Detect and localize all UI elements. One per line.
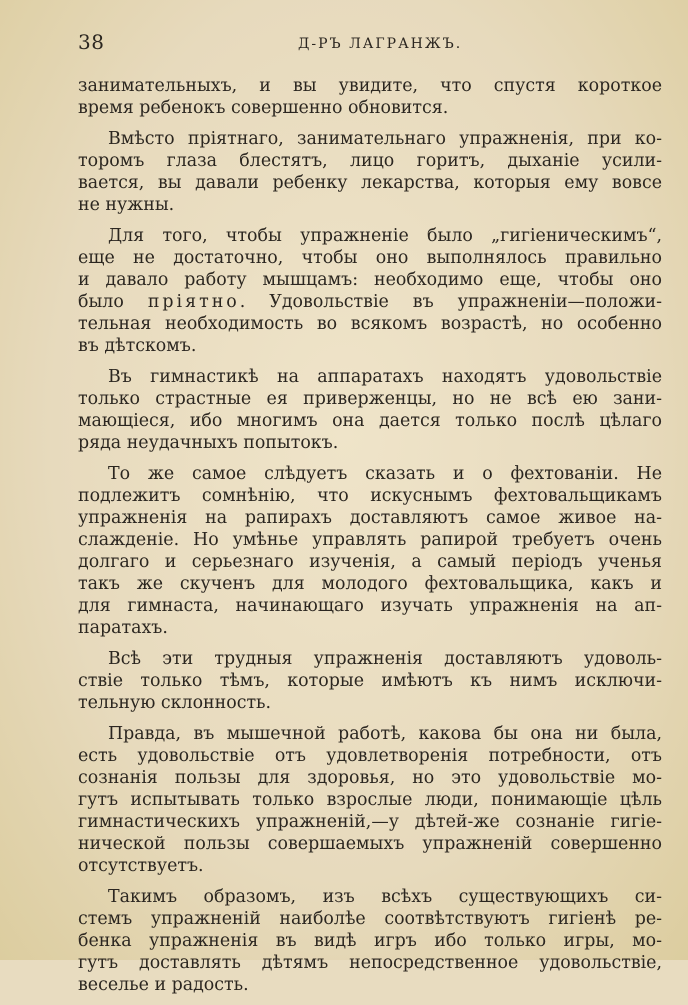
text-line	[78, 291, 662, 313]
text-line: время ребенокъ совершенно обновится.	[78, 98, 449, 118]
text-line: веселье и радость.	[78, 975, 249, 995]
text-fragment: было	[78, 292, 124, 312]
text-line: сознанія пользы для здоровья, но это удовольствіе мо-	[78, 768, 662, 788]
text-line: только страстные ея приверженцы, но не всѣ ею зани-	[78, 389, 662, 409]
text-line: мающіеся, ибо многимъ она дается только послѣ цѣлаго	[78, 411, 662, 431]
text-line: упражненія на рапирахъ доставляютъ самое живое на-	[78, 508, 662, 528]
running-head: Д-РЪ ЛАГРАНЖЪ.	[298, 36, 463, 52]
page-number: 38	[78, 30, 105, 54]
text-line: занимательныхъ, и вы увидите, что спустя короткое	[78, 76, 662, 96]
text-line: отсутствуетъ.	[78, 856, 204, 876]
text-line: ствіе только тѣмъ, которые имѣютъ къ нимъ исключи-	[78, 671, 662, 691]
text-line: гутъ доставлять дѣтямъ непосредственное удовольствіе,	[78, 953, 662, 973]
text-line: для гимнаста, начинающаго изучать упражненія на ап-	[78, 596, 662, 616]
paragraph	[78, 75, 662, 119]
text-line: Въ гимнастикѣ на аппаратахъ находятъ удовольствіе	[108, 367, 662, 387]
text-line: Для того, чтобы упражненіе было „гигіеническимъ“,	[108, 226, 662, 246]
paragraph	[78, 463, 662, 639]
text-line: тельная необходимость во всякомъ возрастѣ, но особенно	[78, 314, 662, 334]
text-line: паратахъ.	[78, 618, 168, 638]
paragraph	[78, 723, 662, 877]
text-line: подлежитъ сомнѣнію, что искуснымъ фехтовальщикамъ	[78, 486, 662, 506]
paragraph	[78, 366, 662, 454]
text-line: Вмѣсто пріятнаго, занимательнаго упражненія, при ко-	[108, 129, 662, 149]
text-line: стемъ упражненій наиболѣе соотвѣтствуютъ гигіенѣ ре-	[78, 909, 662, 929]
paragraph	[78, 886, 662, 996]
text-line: Всѣ эти трудныя упражненія доставляютъ удоволь-	[108, 649, 662, 669]
text-line: гутъ испытывать только взрослые люди, понимающіе цѣль	[78, 790, 662, 810]
text-line: ряда неудачныхъ попытокъ.	[78, 433, 339, 453]
text-line: гимнастическихъ упражненій,—у дѣтей-же сознаніе гигіе-	[78, 812, 662, 832]
text-fragment: . Удовольствіе въ упражненіи—положи-	[239, 292, 662, 312]
text-line: въ дѣтскомъ.	[78, 336, 197, 356]
page-header	[78, 30, 644, 60]
text-line: Правда, въ мышечной работѣ, какова бы она ни была,	[108, 724, 662, 744]
text-line: такъ же скученъ для молодого фехтовальщика, какъ и	[78, 574, 662, 594]
paragraph	[78, 128, 662, 216]
paragraph	[78, 648, 662, 714]
text-line: бенка упражненія въ видѣ игръ ибо только игры, мо-	[78, 931, 662, 951]
text-line: есть удовольствіе отъ удовлетворенія потребности, отъ	[78, 746, 662, 766]
text-line: не нужны.	[78, 195, 175, 215]
text-line: вается, вы давали ребенку лекарства, которыя ему вовсе	[78, 173, 662, 193]
text-line: еще не достаточно, чтобы оно выполнялось правильно	[78, 248, 662, 268]
text-line: нической пользы совершаемыхъ упражненій совершенно	[78, 834, 662, 854]
body-text	[78, 75, 662, 1005]
text-line: слажденіе. Но умѣнье управлять рапирой требуетъ очень	[78, 530, 662, 550]
text-line: торомъ глаза блестятъ, лицо горитъ, дыханіе усили-	[78, 151, 662, 171]
emphasized-word: пріятно	[147, 292, 240, 312]
text-line: и давало работу мышцамъ: необходимо еще, чтобы оно	[78, 270, 662, 290]
paragraph	[78, 225, 662, 357]
text-line: Такимъ образомъ, изъ всѣхъ существующихъ си-	[108, 887, 662, 907]
text-line: тельную склонность.	[78, 693, 272, 713]
text-line: То же самое слѣдуетъ сказать и о фехтованіи. Не	[108, 464, 662, 484]
text-line: долгаго и серьезнаго изученія, а самый періодъ ученья	[78, 552, 662, 572]
